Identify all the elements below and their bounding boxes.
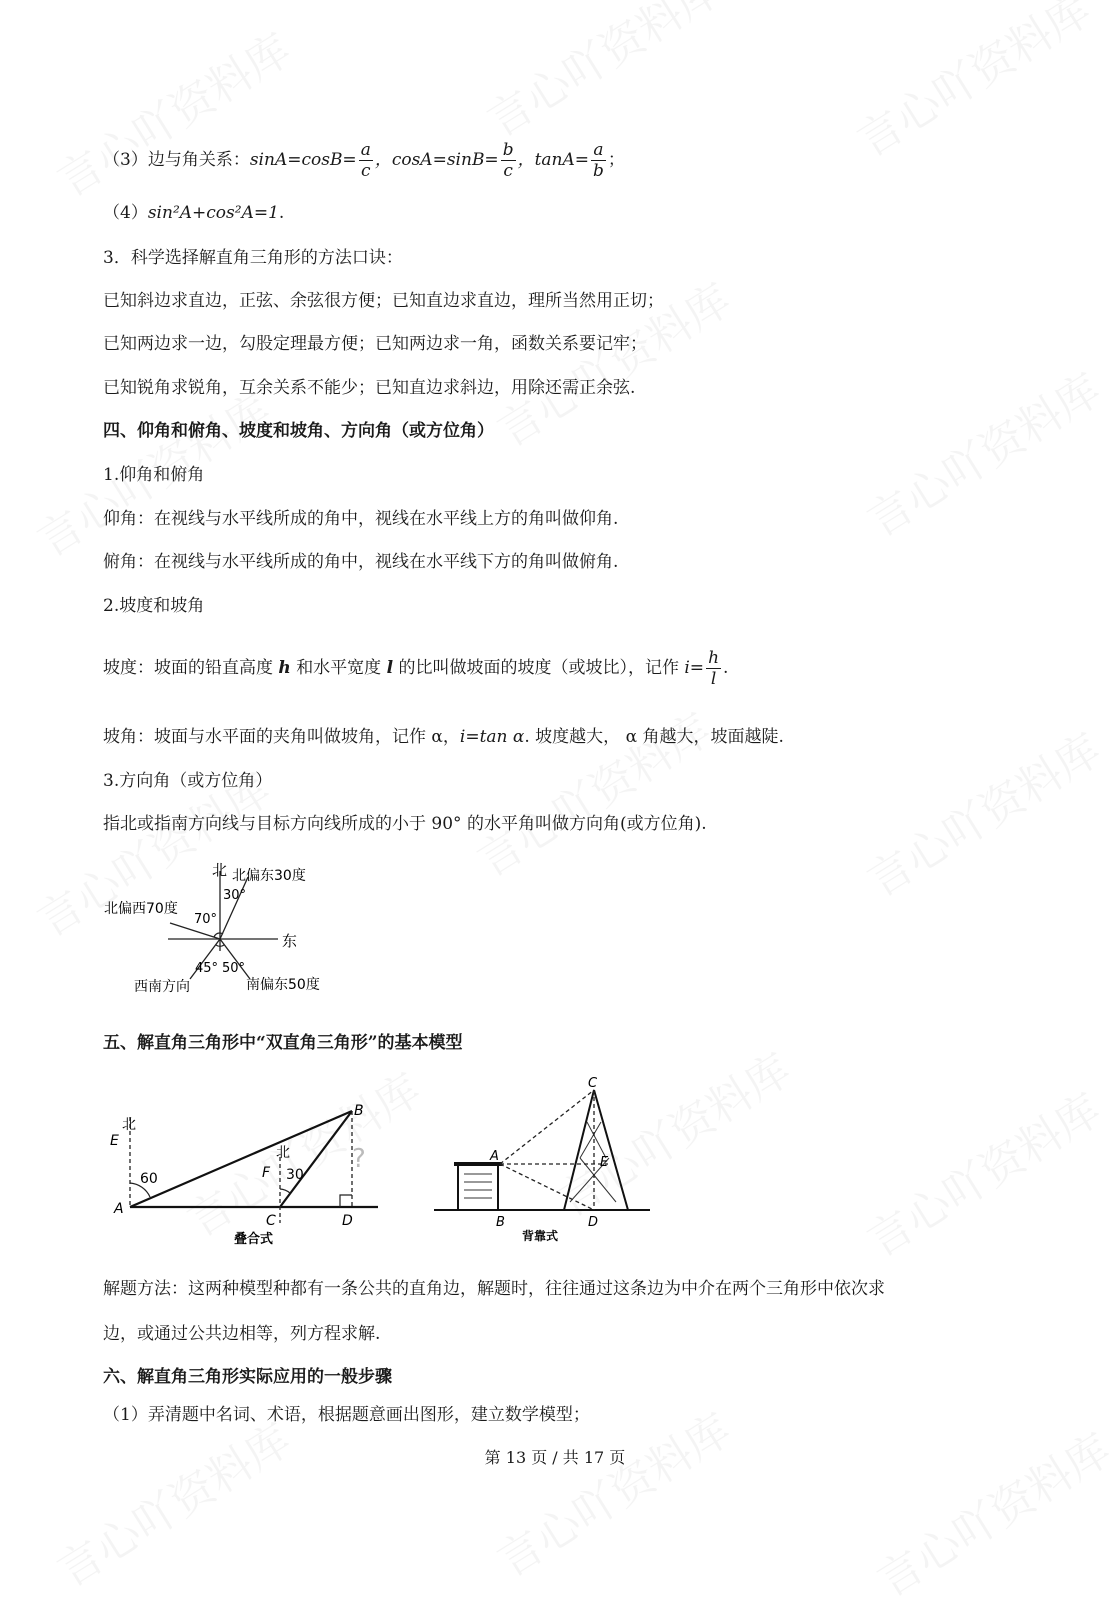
formula-line-3: （3）边与角关系：sinA=cosB= $\frac{a}{c}$ ，cosA=sinB= $\frac{b}{c}$ ，tanA= $\frac{a}{b}$ ； — [103, 140, 625, 181]
podu-def: 坡度：坡面的铅直高度 h 和水平宽度 l 的比叫做坡面的坡度（或坡比），记作 i= $\frac{h}{l}$ . — [103, 648, 729, 689]
watermark — [463, 695, 721, 889]
compass-diagram — [100, 855, 360, 1005]
stacked-caption: 叠合式 — [234, 1232, 274, 1245]
rule-line-3: 已知锐角求锐角，互余关系不能少；已知直边求斜边，用除还需正余弦. — [103, 378, 636, 398]
rule-line-2: 已知两边求一边，勾股定理最方便；已知两边求一角，函数关系要记牢； — [103, 334, 647, 354]
fujiao-def: 俯角：在视线与水平线所成的角中，视线在水平线下方的角叫做俯角. — [103, 552, 619, 572]
rule-title: 3．科学选择解直角三角形的方法口诀： — [103, 248, 403, 268]
formula-line-4: （4）sin²A+cos²A=1. — [103, 203, 285, 223]
watermark — [43, 1405, 301, 1599]
step-1: （1）弄清题中名词、术语，根据题意画出图形，建立数学模型； — [103, 1405, 590, 1425]
point-B-label: B — [354, 1103, 364, 1119]
fraction-b-c: $\frac{b}{c}$ — [502, 140, 514, 181]
angle-60-label: 60 — [140, 1171, 158, 1187]
right-angle-mark — [340, 1195, 352, 1207]
watermark — [853, 1075, 1110, 1269]
nw70-label: 北偏西70度 — [104, 901, 178, 917]
rule-line-1: 已知斜边求直边，正弦、余弦很方便；已知直边求直边，理所当然用正切； — [103, 291, 664, 311]
yangjiao-def: 仰角：在视线与水平线所成的角中，视线在水平线上方的角叫做仰角. — [103, 509, 619, 529]
point-D-label: D — [588, 1215, 599, 1230]
fraction-a-b: $\frac{a}{b}$ — [593, 140, 604, 181]
north-label: 北 — [122, 1117, 136, 1133]
angle-arc — [214, 933, 220, 937]
point-F-label: F — [262, 1165, 271, 1181]
watermark — [473, 0, 731, 149]
back-to-back-caption: 背靠式 — [522, 1229, 559, 1243]
point-A-label: A — [114, 1201, 124, 1217]
north-label: 北 — [212, 861, 228, 879]
stacked-model-diagram — [100, 1095, 390, 1245]
angle-70-label: 70° — [194, 912, 218, 927]
line-AC — [500, 1090, 594, 1164]
fraction-a-c: $\frac{a}{c}$ — [360, 140, 371, 181]
angle-30-label: 30 — [286, 1167, 304, 1183]
point-C-label: C — [266, 1213, 276, 1229]
page-footer: 第 13 页 / 共 17 页 — [484, 1448, 626, 1467]
line-AD — [500, 1164, 594, 1210]
point-D-label: D — [342, 1213, 353, 1229]
angle-arc — [280, 1189, 290, 1193]
fangxiang-def: 指北或指南方向线与目标方向线所成的小于 90° 的水平角叫做方向角(或方位角). — [103, 814, 707, 834]
line-AB — [130, 1111, 352, 1207]
fraction-h-l: $\frac{h}{l}$ — [708, 648, 720, 689]
angle-45-label: 45° — [195, 961, 219, 976]
subheading-2: 2.坡度和坡角 — [103, 596, 205, 616]
section-heading-5: 五、解直角三角形中“双直角三角形”的基本模型 — [103, 1033, 463, 1053]
point-C-label: C — [588, 1076, 598, 1091]
point-A-label: A — [490, 1149, 499, 1164]
unknown-mark: ? — [352, 1144, 366, 1174]
se50-label: 南偏东50度 — [246, 977, 320, 993]
point-E-label: E — [110, 1133, 119, 1149]
section-heading-4: 四、仰角和俯角、坡度和坡角、方向角（或方位角） — [103, 421, 494, 441]
watermark — [853, 715, 1110, 909]
angle-30-label: 30° — [223, 888, 247, 903]
east-label: 东 — [282, 932, 298, 950]
sw-label: 西南方向 — [134, 979, 190, 995]
method-line-1: 解题方法：这两种模型种都有一条公共的直角边，解题时，往往通过这条边为中介在两个三角形中依次求 — [103, 1279, 885, 1299]
angle-50-label: 50° — [222, 961, 246, 976]
method-line-2: 边，或通过公共边相等，列方程求解. — [103, 1324, 381, 1344]
pojiao-def: 坡角：坡面与水平面的夹角叫做坡角，记作 α，i=tan α. 坡度越大， α 角越大，坡面越陡. — [103, 727, 784, 747]
watermark — [843, 0, 1101, 169]
ne30-line — [220, 877, 248, 939]
subheading-1: 1.仰角和俯角 — [103, 465, 205, 485]
subheading-3: 3.方向角（或方位角） — [103, 771, 273, 791]
ne30-label: 北偏东30度 — [232, 868, 306, 884]
north-label: 北 — [276, 1145, 290, 1161]
watermark — [853, 355, 1110, 549]
tower-right-leg — [594, 1090, 628, 1210]
point-E-label: E — [600, 1155, 609, 1170]
building — [458, 1164, 498, 1210]
back-to-back-model-diagram — [430, 1072, 660, 1247]
section-heading-6: 六、解直角三角形实际应用的一般步骤 — [103, 1367, 392, 1387]
point-B-label: B — [496, 1215, 505, 1230]
